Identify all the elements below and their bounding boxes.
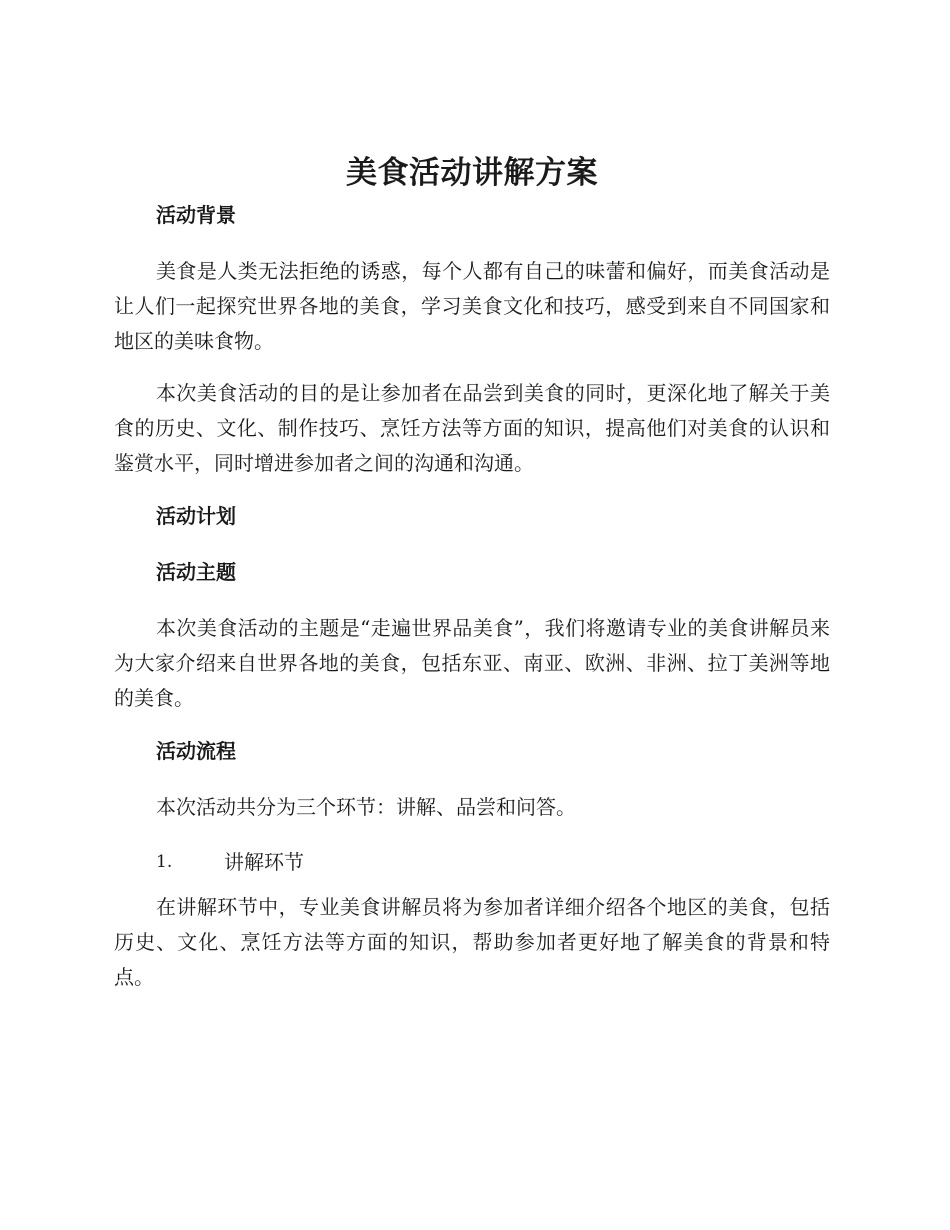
- section-heading-theme: 活动主题: [156, 560, 236, 584]
- paragraph-explain-1: 在讲解环节中，专业美食讲解员将为参加者详细介绍各个地区的美食，包括历史、文化、烹饪方法等方面的知识，帮助参加者更好地了解美食的背景和特点。: [114, 895, 830, 989]
- document-page: [114, 150, 830, 1012]
- document-title: 美食活动讲解方案: [346, 155, 598, 191]
- paragraph-theme-1: 本次美食活动的主题是“走遍世界品美食”，我们将邀请专业的美食讲解员来为大家介绍来自世界各地的美食，包括东亚、南亚、欧洲、非洲、拉丁美洲等地的美食。: [114, 616, 830, 710]
- section-heading-background: 活动背景: [156, 203, 236, 227]
- list-item-explain: [114, 847, 830, 877]
- list-number: 1.: [156, 852, 173, 872]
- paragraph-background-1: 美食是人类无法拒绝的诱惑，每个人都有自己的味蕾和偏好，而美食活动是让人们一起探究世界各地的美食，学习美食文化和技巧，感受到来自不同国家和地区的美味食物。: [114, 259, 830, 353]
- section-heading-process: 活动流程: [156, 739, 236, 763]
- paragraph-process-1: 本次活动共分为三个环节：讲解、品尝和问答。: [156, 795, 576, 819]
- list-label: 讲解环节: [224, 850, 304, 874]
- paragraph-background-2: 本次美食活动的目的是让参加者在品尝到美食的同时，更深化地了解关于美食的历史、文化、制作技巧、烹饪方法等方面的知识，提高他们对美食的认识和鉴赏水平，同时增进参加者之间的沟通和沟通。: [114, 381, 830, 475]
- section-heading-plan: 活动计划: [156, 504, 236, 528]
